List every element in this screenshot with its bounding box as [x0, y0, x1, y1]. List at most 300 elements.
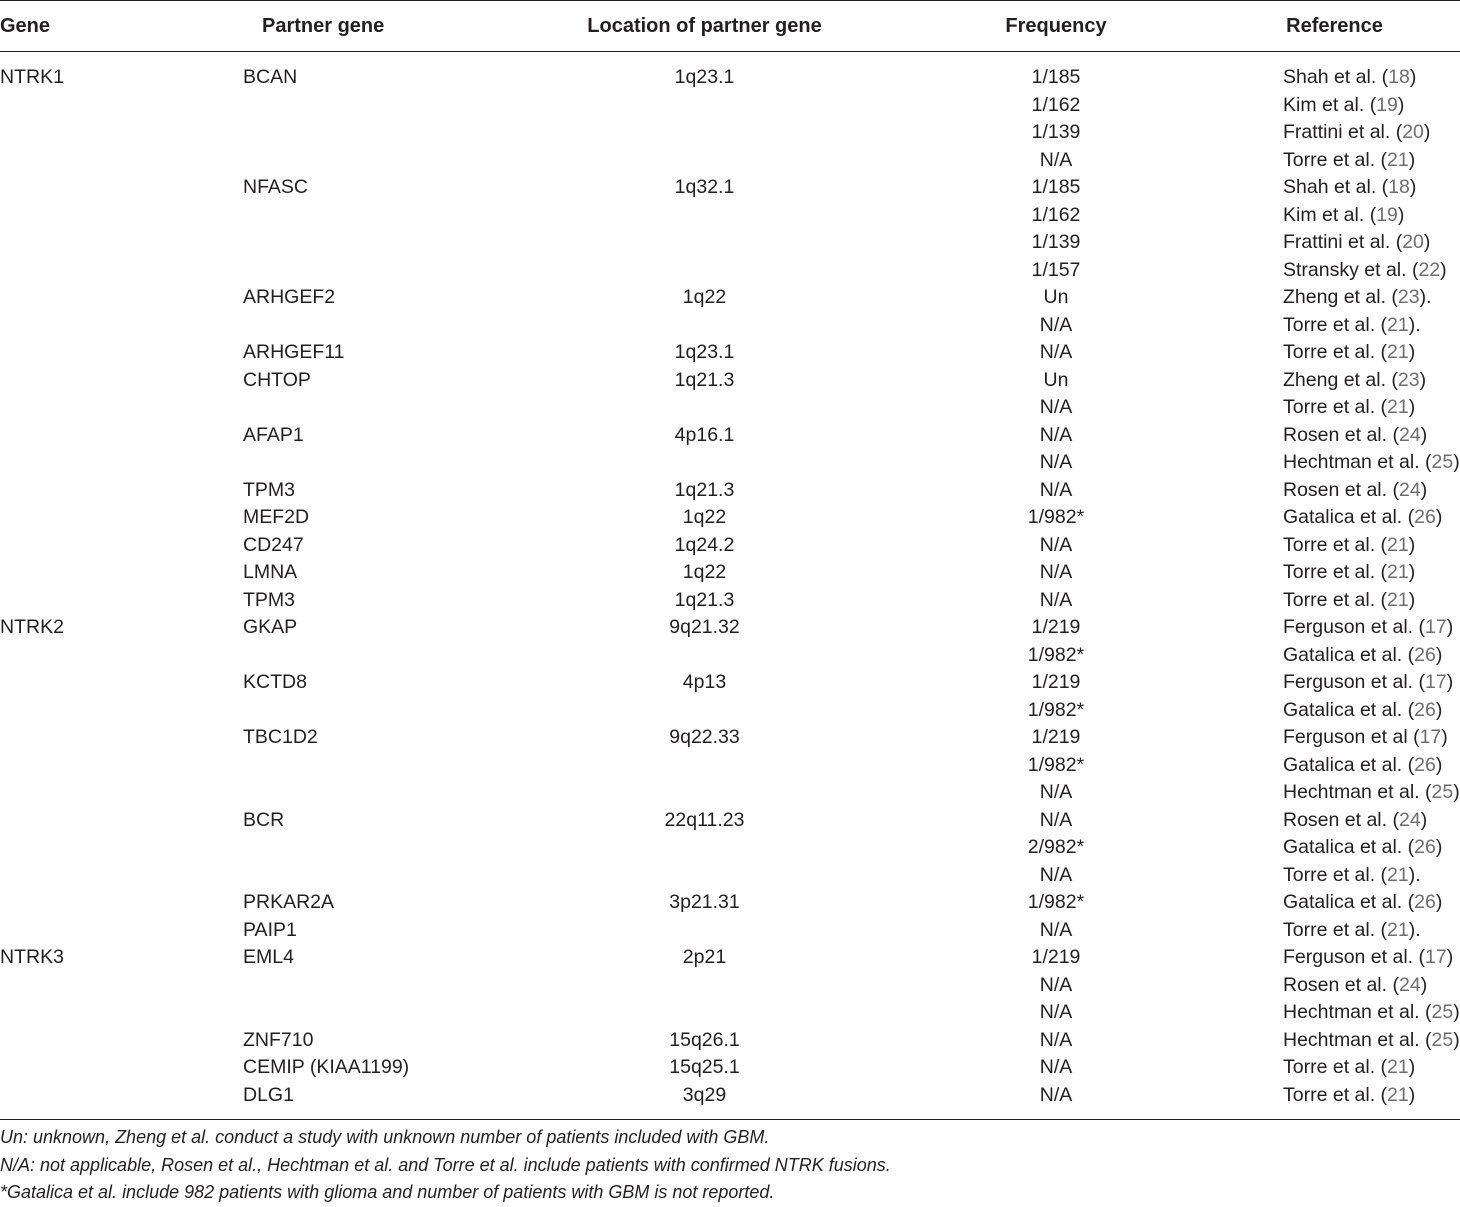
citation-link[interactable]: 19: [1376, 203, 1398, 226]
table-row: [0, 312, 1460, 340]
location-cell: [512, 862, 897, 890]
partner-gene-cell: CD247: [243, 533, 304, 556]
reference-close: ).: [1408, 313, 1421, 336]
reference-cell: [1215, 779, 1460, 807]
frequency-cell: N/A: [1039, 918, 1073, 941]
table-row: [0, 944, 1460, 972]
location-cell: 9q21.32: [669, 616, 740, 638]
location-cell: 1q23.1: [674, 66, 735, 88]
frequency-cell: N/A: [1039, 533, 1073, 556]
frequency-cell: 1/982*: [1027, 643, 1085, 666]
gene-cell: [0, 807, 232, 835]
reference-close: ): [1420, 478, 1428, 501]
reference-close: ): [1408, 588, 1416, 611]
citation-link[interactable]: 17: [1424, 671, 1447, 693]
reference-cell: [1215, 917, 1460, 945]
reference-author: Torre et al. (: [1283, 918, 1388, 941]
frequency-cell: 1/157: [1031, 258, 1081, 281]
reference-close: ): [1419, 368, 1427, 391]
reference-close: ): [1408, 1083, 1416, 1106]
location-cell: 1q23.1: [674, 341, 735, 363]
citation-link[interactable]: 21: [1387, 1056, 1409, 1078]
citation-link[interactable]: 25: [1431, 781, 1454, 803]
partner-gene-cell: BCAN: [243, 66, 298, 88]
reference-close: ): [1435, 891, 1443, 913]
gene-cell: [0, 834, 232, 862]
table-row: [0, 422, 1460, 450]
frequency-cell: N/A: [1039, 781, 1073, 803]
partner-gene-cell: [232, 752, 512, 780]
reference-author: Torre et al. (: [1283, 1083, 1388, 1106]
header-frequency: Frequency: [1005, 14, 1107, 37]
citation-link[interactable]: 21: [1387, 863, 1409, 886]
citation-link[interactable]: 23: [1397, 286, 1420, 308]
table-row: [0, 229, 1460, 257]
gene-cell: [0, 394, 232, 422]
table-row: [0, 339, 1460, 367]
gene-cell: [0, 174, 232, 202]
location-cell: [512, 972, 897, 1000]
table-row: [0, 257, 1460, 285]
reference-author: Shah et al. (: [1283, 176, 1389, 198]
gene-cell: [0, 1082, 232, 1120]
gene-cell: [0, 532, 232, 560]
reference-close: ).: [1408, 918, 1421, 941]
reference-cell: [1215, 724, 1460, 752]
reference-author: Hechtman et al. (: [1283, 451, 1432, 473]
citation-link[interactable]: 17: [1424, 616, 1447, 638]
gene-cell: NTRK3: [0, 946, 64, 968]
citation-link[interactable]: 18: [1388, 176, 1410, 198]
citation-link[interactable]: 17: [1419, 726, 1442, 748]
partner-gene-cell: EML4: [243, 946, 294, 968]
partner-gene-cell: [232, 834, 512, 862]
reference-close: ): [1409, 176, 1417, 198]
table-row: [0, 614, 1460, 642]
gene-cell: [0, 587, 232, 615]
frequency-cell: N/A: [1039, 478, 1073, 501]
location-cell: [512, 202, 897, 230]
reference-close: ).: [1408, 863, 1421, 886]
frequency-cell: 1/219: [1031, 616, 1081, 638]
reference-author: Torre et al. (: [1283, 148, 1388, 171]
partner-gene-cell: [232, 862, 512, 890]
location-cell: 1q32.1: [674, 176, 735, 198]
gene-cell: [0, 284, 232, 312]
reference-close: ): [1420, 808, 1428, 831]
reference-close: ).: [1419, 286, 1432, 308]
frequency-cell: Un: [1043, 368, 1069, 391]
table-row: [0, 477, 1460, 505]
location-cell: 1q21.3: [674, 478, 735, 501]
frequency-cell: N/A: [1039, 313, 1073, 336]
reference-cell: [1215, 807, 1460, 835]
citation-link[interactable]: 21: [1387, 561, 1409, 583]
citation-link[interactable]: 26: [1414, 891, 1436, 913]
citation-link[interactable]: 21: [1387, 588, 1409, 611]
gene-cell: [0, 147, 232, 175]
partner-gene-cell: TPM3: [243, 588, 296, 611]
reference-cell: [1215, 587, 1460, 615]
citation-link[interactable]: 26: [1414, 698, 1436, 721]
reference-close: ): [1453, 781, 1460, 803]
header-location: Location of partner gene: [587, 14, 822, 37]
location-cell: [512, 834, 897, 862]
citation-link[interactable]: 21: [1387, 533, 1409, 556]
frequency-cell: 1/139: [1031, 231, 1081, 253]
table-row: [0, 394, 1460, 422]
gene-cell: [0, 669, 232, 697]
frequency-cell: N/A: [1039, 148, 1073, 171]
partner-gene-cell: [232, 449, 512, 477]
citation-link[interactable]: 25: [1431, 451, 1454, 473]
reference-cell: [1215, 229, 1460, 257]
reference-cell: [1215, 449, 1460, 477]
table-row: [0, 697, 1460, 725]
table-row: [0, 834, 1460, 862]
citation-link[interactable]: 18: [1388, 66, 1410, 88]
partner-gene-cell: PRKAR2A: [243, 891, 335, 913]
location-cell: 1q24.2: [674, 533, 735, 556]
reference-close: ): [1420, 973, 1428, 996]
reference-author: Torre et al. (: [1283, 341, 1388, 363]
reference-author: Frattini et al. (: [1283, 121, 1403, 143]
reference-author: Rosen et al. (: [1283, 973, 1399, 996]
partner-gene-cell: [232, 642, 512, 670]
partner-gene-cell: TPM3: [243, 478, 296, 501]
partner-gene-cell: ARHGEF2: [243, 286, 336, 308]
table-row: [0, 1082, 1460, 1120]
location-cell: [512, 642, 897, 670]
footnote-un: Un: unknown, Zheng et al. conduct a study with unknown number of patients included with GBM.: [0, 1127, 770, 1147]
location-cell: [512, 257, 897, 285]
citation-link[interactable]: 20: [1402, 121, 1424, 143]
reference-cell: [1215, 119, 1460, 147]
reference-author: Zheng et al. (: [1283, 368, 1398, 391]
reference-cell: [1215, 532, 1460, 560]
frequency-cell: N/A: [1039, 863, 1073, 886]
gene-cell: [0, 559, 232, 587]
citation-link[interactable]: 25: [1431, 1001, 1454, 1023]
citation-link[interactable]: 26: [1414, 506, 1436, 528]
table-row: [0, 917, 1460, 945]
citation-link[interactable]: 26: [1414, 643, 1436, 666]
citation-link[interactable]: 26: [1414, 836, 1436, 858]
reference-close: ): [1397, 93, 1405, 116]
frequency-cell: N/A: [1039, 561, 1073, 583]
reference-author: Kim et al. (: [1283, 203, 1377, 226]
table-body: [0, 52, 1460, 1120]
citation-link[interactable]: 26: [1414, 753, 1436, 776]
gene-cell: [0, 779, 232, 807]
gene-cell: [0, 339, 232, 367]
reference-close: ): [1435, 836, 1443, 858]
table-row: [0, 807, 1460, 835]
frequency-cell: N/A: [1039, 1056, 1073, 1078]
location-cell: [512, 312, 897, 340]
reference-close: ): [1423, 231, 1431, 253]
table-row: [0, 449, 1460, 477]
location-cell: [512, 697, 897, 725]
frequency-cell: 1/185: [1031, 176, 1081, 198]
frequency-cell: N/A: [1039, 1001, 1073, 1023]
reference-cell: [1215, 477, 1460, 505]
location-cell: 22q11.23: [664, 808, 745, 831]
location-cell: [512, 394, 897, 422]
frequency-cell: N/A: [1039, 396, 1073, 418]
reference-close: ): [1408, 396, 1416, 418]
location-cell: 15q26.1: [669, 1028, 740, 1051]
reference-author: Hechtman et al. (: [1283, 781, 1432, 803]
reference-author: Ferguson et al (: [1283, 726, 1420, 748]
table-row: [0, 862, 1460, 890]
frequency-cell: 1/982*: [1027, 698, 1085, 721]
header-partner-gene: Partner gene: [262, 14, 385, 37]
reference-author: Gatalica et al. (: [1283, 698, 1415, 721]
partner-gene-cell: MEF2D: [243, 506, 310, 528]
gene-cell: [0, 367, 232, 395]
partner-gene-cell: [232, 779, 512, 807]
partner-gene-cell: CHTOP: [243, 368, 311, 391]
reference-close: ): [1441, 726, 1448, 748]
partner-gene-cell: [232, 92, 512, 120]
gene-cell: [0, 642, 232, 670]
reference-author: Rosen et al. (: [1283, 423, 1399, 446]
reference-cell: [1215, 862, 1460, 890]
citation-link[interactable]: 24: [1398, 973, 1421, 996]
reference-author: Torre et al. (: [1283, 313, 1388, 336]
reference-author: Torre et al. (: [1283, 863, 1388, 886]
gene-cell: [0, 477, 232, 505]
gene-cell: [0, 862, 232, 890]
gene-cell: [0, 504, 232, 532]
partner-gene-cell: KCTD8: [243, 671, 307, 693]
partner-gene-cell: AFAP1: [243, 423, 304, 446]
partner-gene-cell: ARHGEF11: [243, 341, 345, 363]
reference-author: Ferguson et al. (: [1283, 946, 1425, 968]
partner-gene-cell: [232, 229, 512, 257]
reference-cell: [1215, 422, 1460, 450]
gene-cell: [0, 999, 232, 1027]
partner-gene-cell: NFASC: [243, 176, 309, 198]
reference-cell: [1215, 1082, 1460, 1120]
table-row: [0, 202, 1460, 230]
citation-link[interactable]: 24: [1398, 478, 1421, 501]
citation-link[interactable]: 21: [1387, 396, 1409, 418]
table-row: [0, 92, 1460, 120]
header-gene: Gene: [0, 14, 51, 37]
gene-cell: [0, 119, 232, 147]
frequency-cell: Un: [1043, 286, 1069, 308]
reference-close: ): [1408, 561, 1416, 583]
location-cell: 1q21.3: [674, 588, 735, 611]
partner-gene-cell: CEMIP (KIAA1199): [243, 1056, 410, 1078]
frequency-cell: 1/162: [1031, 203, 1081, 226]
location-cell: 3q29: [682, 1083, 727, 1106]
table-row: [0, 504, 1460, 532]
partner-gene-cell: [232, 972, 512, 1000]
reference-author: Torre et al. (: [1283, 533, 1388, 556]
citation-link[interactable]: 21: [1387, 313, 1409, 336]
reference-author: Gatalica et al. (: [1283, 836, 1415, 858]
location-cell: 3p21.31: [669, 891, 740, 913]
table-row: [0, 752, 1460, 780]
table-row: [0, 1027, 1460, 1055]
table-row: [0, 119, 1460, 147]
frequency-cell: 1/219: [1031, 726, 1081, 748]
location-cell: [512, 917, 897, 945]
table-row: [0, 367, 1460, 395]
citation-link[interactable]: 24: [1398, 423, 1421, 446]
reference-author: Ferguson et al. (: [1283, 671, 1425, 693]
gene-cell: NTRK2: [0, 616, 64, 638]
frequency-cell: N/A: [1039, 588, 1073, 611]
reference-close: ): [1397, 203, 1405, 226]
reference-cell: [1215, 284, 1460, 312]
partner-gene-cell: ZNF710: [243, 1028, 314, 1051]
table-row: [0, 642, 1460, 670]
citation-link[interactable]: 25: [1431, 1028, 1454, 1051]
reference-cell: [1215, 944, 1460, 972]
reference-close: ): [1440, 258, 1447, 281]
reference-close: ): [1453, 451, 1460, 473]
reference-close: ): [1423, 121, 1431, 143]
reference-cell: [1215, 614, 1460, 642]
header-reference: Reference: [1286, 14, 1383, 37]
reference-close: ): [1446, 616, 1454, 638]
table-row: [0, 999, 1460, 1027]
partner-gene-cell: [232, 119, 512, 147]
table-row: [0, 972, 1460, 1000]
reference-cell: [1215, 52, 1460, 92]
location-cell: 4p13: [682, 671, 727, 693]
table-row: [0, 284, 1460, 312]
reference-author: Rosen et al. (: [1283, 478, 1399, 501]
reference-cell: [1215, 999, 1460, 1027]
gene-cell: [0, 917, 232, 945]
frequency-cell: 1/185: [1031, 66, 1081, 88]
location-cell: [512, 92, 897, 120]
citation-link[interactable]: 20: [1402, 231, 1424, 253]
citation-link[interactable]: 17: [1424, 946, 1447, 968]
partner-gene-cell: GKAP: [243, 616, 298, 638]
citation-link[interactable]: 24: [1398, 808, 1421, 831]
gene-cell: NTRK1: [0, 66, 64, 88]
location-cell: 4p16.1: [674, 423, 735, 446]
reference-cell: [1215, 339, 1460, 367]
reference-cell: [1215, 367, 1460, 395]
reference-close: ): [1453, 1001, 1460, 1023]
location-cell: 1q22: [682, 506, 727, 528]
reference-cell: [1215, 972, 1460, 1000]
gene-cell: [0, 697, 232, 725]
frequency-cell: 1/162: [1031, 93, 1081, 116]
reference-cell: [1215, 257, 1460, 285]
location-cell: 2p21: [682, 946, 727, 968]
gene-cell: [0, 752, 232, 780]
reference-author: Torre et al. (: [1283, 588, 1388, 611]
reference-cell: [1215, 92, 1460, 120]
frequency-cell: N/A: [1039, 808, 1073, 831]
reference-author: Hechtman et al. (: [1283, 1028, 1432, 1051]
partner-gene-cell: PAIP1: [243, 918, 297, 941]
reference-close: ): [1409, 66, 1417, 88]
location-cell: 1q22: [682, 286, 727, 308]
reference-author: Torre et al. (: [1283, 396, 1388, 418]
location-cell: [512, 752, 897, 780]
reference-cell: [1215, 394, 1460, 422]
reference-close: ): [1420, 423, 1428, 446]
reference-close: ): [1408, 341, 1416, 363]
gene-cell: [0, 889, 232, 917]
frequency-cell: 1/982*: [1027, 753, 1085, 776]
citation-link[interactable]: 23: [1397, 368, 1420, 391]
footnote-na: N/A: not applicable, Rosen et al., Hechtman et al. and Torre et al. include patients with confirmed NTRK fusions.: [0, 1154, 891, 1175]
location-cell: 9q22.33: [669, 726, 740, 748]
table-row: [0, 669, 1460, 697]
partner-gene-cell: DLG1: [243, 1083, 294, 1106]
partner-gene-cell: [232, 312, 512, 340]
citation-link[interactable]: 22: [1418, 258, 1441, 281]
partner-gene-cell: LMNA: [243, 561, 298, 583]
partner-gene-cell: [232, 257, 512, 285]
reference-cell: [1215, 697, 1460, 725]
table-row: [0, 587, 1460, 615]
reference-cell: [1215, 1054, 1460, 1082]
partner-gene-cell: [232, 697, 512, 725]
reference-cell: [1215, 202, 1460, 230]
frequency-cell: 1/219: [1031, 946, 1081, 968]
frequency-cell: 1/139: [1031, 121, 1081, 143]
table-row: [0, 779, 1460, 807]
reference-close: ): [1446, 671, 1454, 693]
gene-cell: [0, 1054, 232, 1082]
reference-author: Torre et al. (: [1283, 1056, 1388, 1078]
table-row: [0, 52, 1460, 92]
table-row: [0, 174, 1460, 202]
frequency-cell: N/A: [1039, 451, 1073, 473]
frequency-cell: 1/982*: [1027, 891, 1085, 913]
frequency-cell: N/A: [1039, 423, 1073, 446]
reference-cell: [1215, 174, 1460, 202]
reference-author: Shah et al. (: [1283, 66, 1389, 88]
frequency-cell: N/A: [1039, 1083, 1073, 1106]
partner-gene-cell: [232, 394, 512, 422]
citation-link[interactable]: 21: [1387, 918, 1409, 941]
table-row: [0, 532, 1460, 560]
citation-link[interactable]: 21: [1387, 341, 1409, 363]
reference-close: ): [1435, 753, 1443, 776]
reference-close: ): [1446, 946, 1454, 968]
reference-cell: [1215, 752, 1460, 780]
frequency-cell: 1/982*: [1027, 506, 1085, 528]
frequency-cell: N/A: [1039, 1028, 1073, 1051]
reference-author: Gatalica et al. (: [1283, 643, 1415, 666]
reference-cell: [1215, 147, 1460, 175]
footnote-gatalica: *Gatalica et al. include 982 patients with glioma and number of patients with GBM is not reported.: [0, 1182, 775, 1202]
location-cell: [512, 229, 897, 257]
reference-close: ): [1435, 698, 1443, 721]
frequency-cell: 2/982*: [1027, 836, 1085, 858]
reference-cell: [1215, 642, 1460, 670]
citation-link[interactable]: 19: [1376, 93, 1398, 116]
citation-link[interactable]: 21: [1387, 148, 1409, 171]
location-cell: [512, 999, 897, 1027]
gene-cell: [0, 229, 232, 257]
citation-link[interactable]: 21: [1387, 1083, 1409, 1106]
table-row: [0, 1054, 1460, 1082]
frequency-cell: N/A: [1039, 973, 1073, 996]
